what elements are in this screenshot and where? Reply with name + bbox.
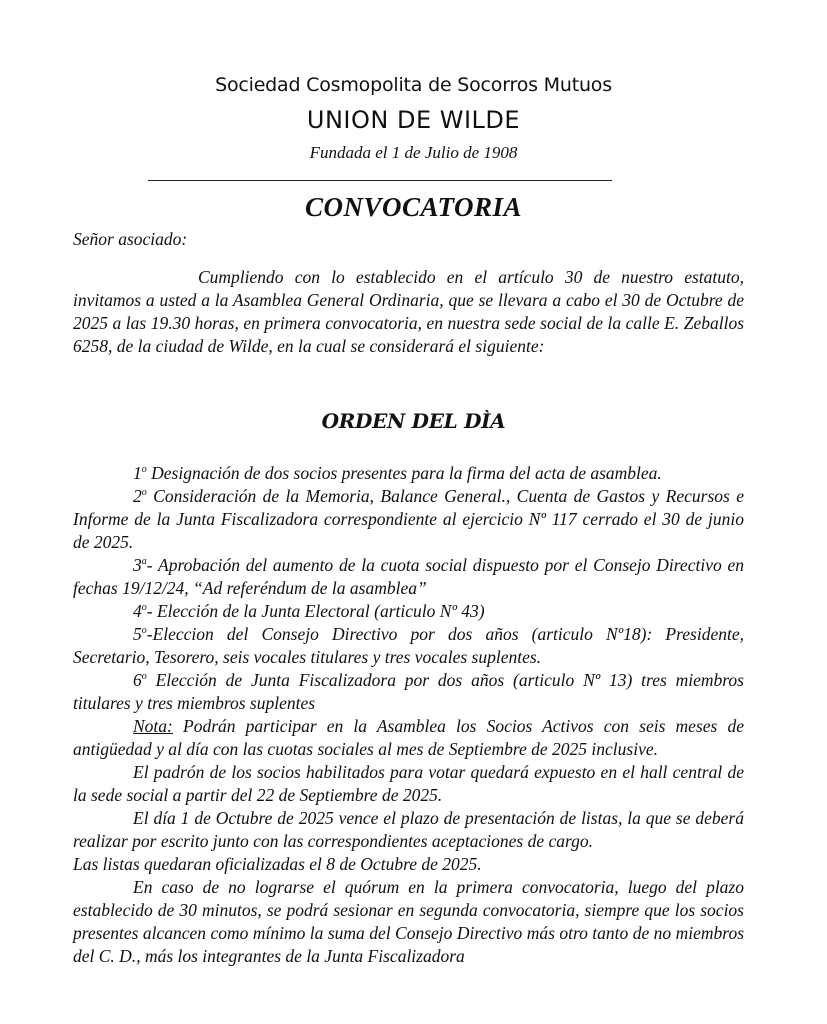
agenda-item: 1$^o$ Designación de dos socios presentes para la firma del acta de asamblea.	[133, 463, 662, 483]
society-name: Sociedad Cosmopolita de Socorros Mutuos	[215, 74, 612, 96]
note-paragraph	[73, 715, 744, 761]
agenda-item: 5$^o$-Eleccion del Consejo Directivo por dos años (articulo Nº18): Presidente, Secretario, Tesorero, seis vocales titulares y tres vocales suplentes.	[73, 624, 744, 667]
founded-date: Fundada el 1 de Julio de 1908	[309, 143, 518, 162]
organization-name: UNION DE WILDE	[306, 106, 521, 134]
padron-paragraph: El padrón de los socios habilitados para votar quedará expuesto en el hall central de la sede social a partir del 22 de Septiembre de 2025.	[73, 762, 744, 805]
section-title: ORDEN DEL DÌA	[321, 409, 506, 433]
agenda-item: 2$^o$ Consideración de la Memoria, Balance General., Cuenta de Gastos y Recursos e Informe de la Junta Fiscalizadora correspondiente al ejercicio Nº 117 cerrado el 30 de junio de 2025.	[73, 486, 744, 552]
greeting: Señor asociado:	[73, 229, 188, 249]
agenda-item: 4$^o$- Elección de la Junta Electoral (articulo Nº 43)	[133, 601, 485, 621]
agenda-list	[73, 462, 744, 968]
agenda-item: 6$^o$ Elección de Junta Fiscalizadora por dos años (articulo Nº 13) tres miembros titulares y tres miembros suplentes	[73, 670, 744, 713]
listas-paragraph: El día 1 de Octubre de 2025 vence el plazo de presentación de listas, la que se deberá realizar por escrito junto con las correspondientes aceptaciones de cargo.	[73, 808, 744, 851]
note-label: Nota:	[133, 716, 173, 736]
intro-text: Cumpliendo con lo establecido en el artículo 30 de nuestro estatuto, invitamos a usted a la Asamblea General Ordinaria, que se llevara a cabo el 30 de Octubre de 2025 a las 19.30 horas, en primera convocatoria, en nuestra sede social de la calle E. Zeballos 6258, de la ciudad de Wilde, en la cual se considerará el siguiente:	[73, 267, 744, 356]
intro-paragraph	[73, 266, 744, 358]
document-title: CONVOCATORIA	[304, 192, 523, 222]
note-text: Podrán participar en la Asamblea los Socios Activos con seis meses de antigüedad y al día con las cuotas sociales al mes de Septiembre de 2025 inclusive.	[73, 716, 744, 759]
agenda-item: 3$^a$- Aprobación del aumento de la cuota social dispuesto por el Consejo Directivo en fechas 19/12/24, “Ad referéndum de la asamblea”	[73, 555, 744, 598]
quorum-paragraph: En caso de no lograrse el quórum en la primera convocatoria, luego del plazo establecido de 30 minutos, se podrá sesionar en segunda convocatoria, siempre que los socios presentes alcancen como mínimo la suma del Consejo Directivo más otro tanto de no miembros del C. D., más los integrantes de la Junta Fiscalizadora	[73, 877, 744, 966]
oficializadas-paragraph: Las listas quedaran oficializadas el 8 de Octubre de 2025.	[73, 854, 482, 874]
header-divider	[148, 180, 612, 181]
